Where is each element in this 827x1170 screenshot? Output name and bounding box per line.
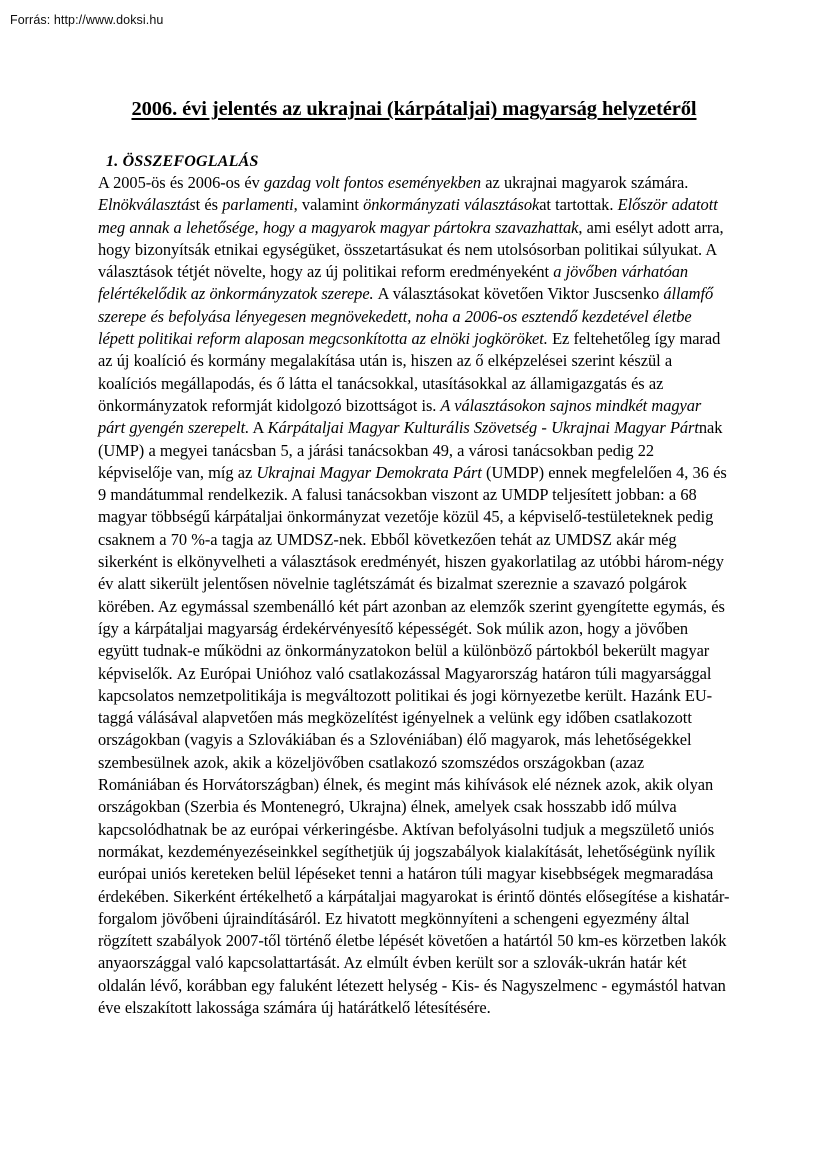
body-paragraph-4: Az Európai Unióhoz való csatlakozással Magyarország határon túli magyarsággal kapcsolatos nemzetpolitikája is megváltozott politikai és jogi környezetbe került. Hazánk EU-taggá válásával alapvetően más megközelítést igényelnek a velünk egy időben csatlakozott országokban (vagyis a Szlovákiában és a Szlovéniában) élő magyarok, más lehetőségekkel szembesülnek azok, akik a közeljövőben csatlakozó szomszédos országokban (azaz Romániában és Horvátországban) élnek, és megint más kihívások elé néznek azok, akik olyan országokban (Szerbia és Montenegró, Ukrajna) élnek, amelyek csak hosszabb idő múlva kapcsolódhatnak be az európai vérkeringésbe. Aktívan befolyásolni tudjuk a megszülető uniós normákat, kezdeményezéseinkkel segíthetjük új jogszabályok kialakítását, lehetőségünk nyílik európai uniós kereteken belül lépéseket tenni a határon túli magyar kisebbségek megmaradása érdekében. Sikerként értékelhető a kárpátaljai magyarokat is érintő döntés elősegítése a kishatár-forgalom jövőbeni újraindításáról. Ez hivatott megkönnyíteni a schengeni egyezmény által rögzített szabályok 2007-től történő életbe lépését követően a határtól 50 km-es körzetben lakók anyaországgal való kapcsolattartását. Az elmúlt évben került sor a szlovák-ukrán határ két oldalán lévő, korábban egy faluként létezett helység - Kis- és Nagyszelmenc - egymástól hatvan éve elszakított lakossága számára új határátkelő létesítésére.: [98, 663, 730, 1017]
section-heading-osszefoglalas: 1. ÖSSZEFOGLALÁS: [106, 153, 259, 170]
body-paragraph-2: A választásokat követően Viktor Juscsenko államfő szerepe és befolyása lényegesen megnövekedett, noha a 2006-os esztendő kezdetével életbe lépett politikai reform alaposan megcsonkította az elnöki jogköröket. Ez feltehetőleg így marad az új koalíció és kormány megalakítása után is, hiszen az ő elképzelései szerint készül a koalíciós megállapodás, és ő látta el tanácsokkal, utasításokkal az államigazgatás és az önkormányzatok reformját kidolgozó bizottságot is.: [98, 284, 721, 415]
page-title: 2006. évi jelentés az ukrajnai (kárpátaljai) magyarság helyzetéről: [131, 98, 697, 120]
source-url-header: Forrás: http://www.doksi.hu: [10, 13, 164, 27]
body-paragraph-1: A 2005-ös és 2006-os év gazdag volt fontos eseményekben az ukrajnai magyarok számára. Elnökválasztást és parlamenti, valamint önkormányzati választásokat tartottak. Először adatott meg annak a lehetősége, hogy a magyarok magyar pártokra szavazhattak, ami esélyt adott arra, hogy bizonyítsák etnikai egységüket, összetartásukat és nem utolsósorban politikai súlyukat. A választások tétjét növelte, hogy az új politikai reform eredményeként a jövőben várhatóan felértékelődik az önkormányzatok szerepe.: [98, 173, 724, 304]
body-paragraph-3: A választásokon sajnos mindkét magyar párt gyengén szerepelt. A Kárpátaljai Magyar Kulturális Szövetség - Ukrajnai Magyar Pártnak (UMP) a megyei tanácsban 5, a járási tanácsokban 49, a városi tanácsokban pedig 22 képviselője van, míg az Ukrajnai Magyar Demokrata Párt (UMDP) ennek megfelelően 4, 36 és 9 mandátummal rendelkezik. A falusi tanácsokban viszont az UMDP teljesített jobban: a 68 magyar többségű kárpátaljai önkormányzat vezetője közül 45, a képviselő-testületeknek pedig csaknem a 70 %-a tagja az UMDSZ-nek. Ebből következően tehát az UMDSZ akár még sikerként is elkönyvelheti a választások eredményét, hiszen gyakorlatilag az utóbbi három-négy év alatt sikerült jelentősen növelnie taglétszámát és bizalmat szereznie a szavazó polgárok körében. Az egymással szembenálló két párt azonban az elemzők szerint gyengítette egymás, és így a kárpátaljai magyarság érdekérvényesítő képességét. Sok múlik azon, hogy a jövőben együtt tudnak-e működni az önkormányzatokon belül a különböző pártokból bekerült magyar képviselők.: [98, 395, 727, 683]
